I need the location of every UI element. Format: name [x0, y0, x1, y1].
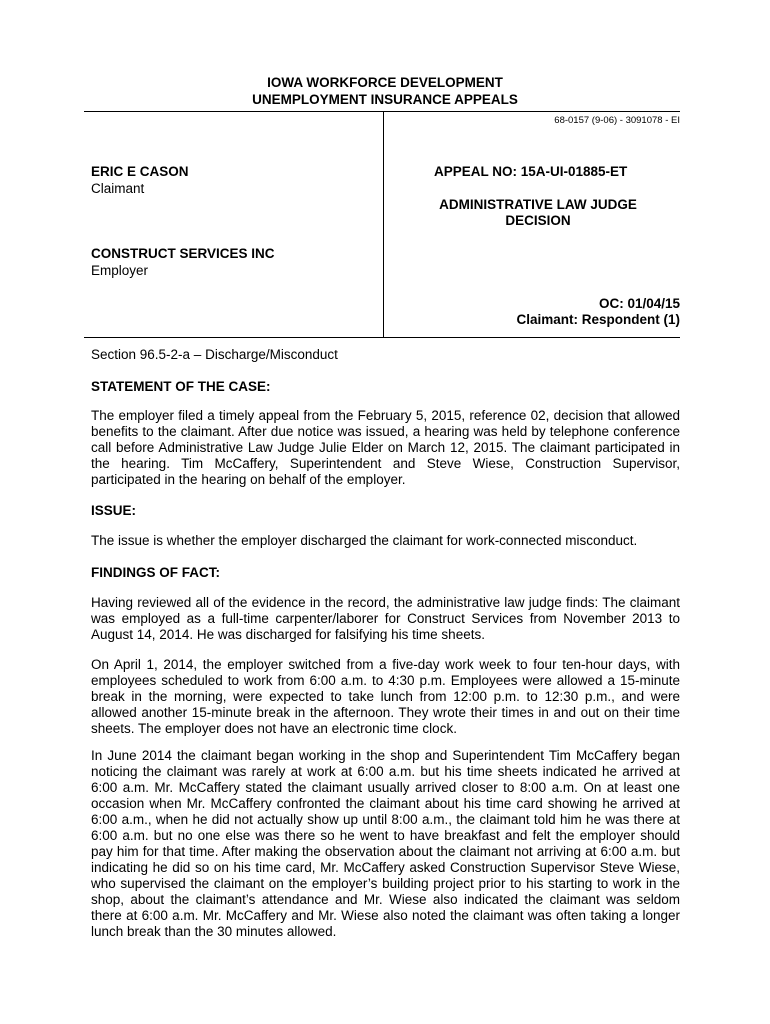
findings-paragraph-3: In June 2014 the claimant began working in the shop and Superintendent Tim McCaffery began noticing the claimant was rarely at work at 6:00 a.m. but his time sheets indicated he arrived at 6:00 a.m. Mr. McCaffery stated the claimant usually arrived closer to 8:00 a.m. On at least one occasion when Mr. McCaffery confronted the claimant about his time card showing he arrived at 6:00 a.m., when he did not actually show up until 8:00 a.m., the claimant told him he was there at 6:00 a.m. but no one else was there so he went to have breakfast and felt the employer should pay him for that time. After making the observation about the claimant not arriving at 6:00 a.m. but indicating he did so on his time card, Mr. McCaffery asked Construction Supervisor Steve Wiese, who supervised the claimant on the employer’s building project prior to his starting to work in the shop, about the claimant’s attendance and Mr. Wiese also indicated the claimant was seldom there at 6:00 a.m. Mr. McCaffery and Mr. Wiese also noted the claimant was often taking a longer lunch break than the 30 minutes allowed.	[91, 748, 680, 939]
claimant-status: Claimant: Respondent (1)	[516, 312, 680, 327]
findings-heading: FINDINGS OF FACT:	[91, 565, 220, 580]
issue-heading: ISSUE:	[91, 503, 137, 518]
header-divider	[84, 111, 680, 112]
document-number: 68-0157 (9-06) - 3091078 - EI	[554, 115, 680, 126]
decision-title-line2: DECISION	[505, 213, 571, 228]
decision-title-line1: ADMINISTRATIVE LAW JUDGE	[439, 197, 637, 212]
statement-paragraph: The employer filed a timely appeal from the February 5, 2015, reference 02, decision that allowed benefits to the claimant. After due notice was issued, a hearing was held by telephone conference call before Administrative Law Judge Julie Elder on March 12, 2015. The claimant participated in the hearing. Tim McCaffery, Superintendent and Steve Wiese, Construction Supervisor, participated in the hearing on behalf of the employer.	[91, 408, 680, 487]
oc-date: OC: 01/04/15	[598, 296, 680, 311]
appeal-number: APPEAL NO: 15A-UI-01885-ET	[434, 164, 628, 179]
column-divider	[383, 111, 384, 338]
claimant-role: Claimant	[91, 181, 145, 196]
findings-paragraph-2: On April 1, 2014, the employer switched from a five-day work week to four ten-hour days, with employees scheduled to work from 6:00 a.m. to 4:30 p.m. Employees were allowed a 15-minute break in the morning, were expected to take lunch from 12:00 p.m. to 12:30 p.m., and were allowed another 15-minute break in the afternoon. They wrote their times in and out on their time sheets. The employer does not have an electronic time clock.	[91, 657, 680, 736]
agency-title: IOWA WORKFORCE DEVELOPMENT	[267, 75, 503, 90]
agency-subtitle: UNEMPLOYMENT INSURANCE APPEALS	[252, 92, 518, 107]
section-reference: Section 96.5-2-a – Discharge/Misconduct	[91, 347, 338, 362]
caption-bottom-divider	[84, 337, 680, 338]
claimant-name: ERIC E CASON	[91, 164, 189, 179]
employer-name: CONSTRUCT SERVICES INC	[91, 246, 275, 261]
statement-heading: STATEMENT OF THE CASE:	[91, 379, 271, 394]
findings-paragraph-1: Having reviewed all of the evidence in the record, the administrative law judge finds: The claimant was employed as a full-time carpenter/laborer for Construct Services from November 2013 to August 14, 2014. He was discharged for falsifying his time sheets.	[91, 595, 680, 642]
issue-paragraph: The issue is whether the employer discharged the claimant for work-connected misconduct.	[91, 533, 638, 548]
employer-role: Employer	[91, 263, 149, 278]
